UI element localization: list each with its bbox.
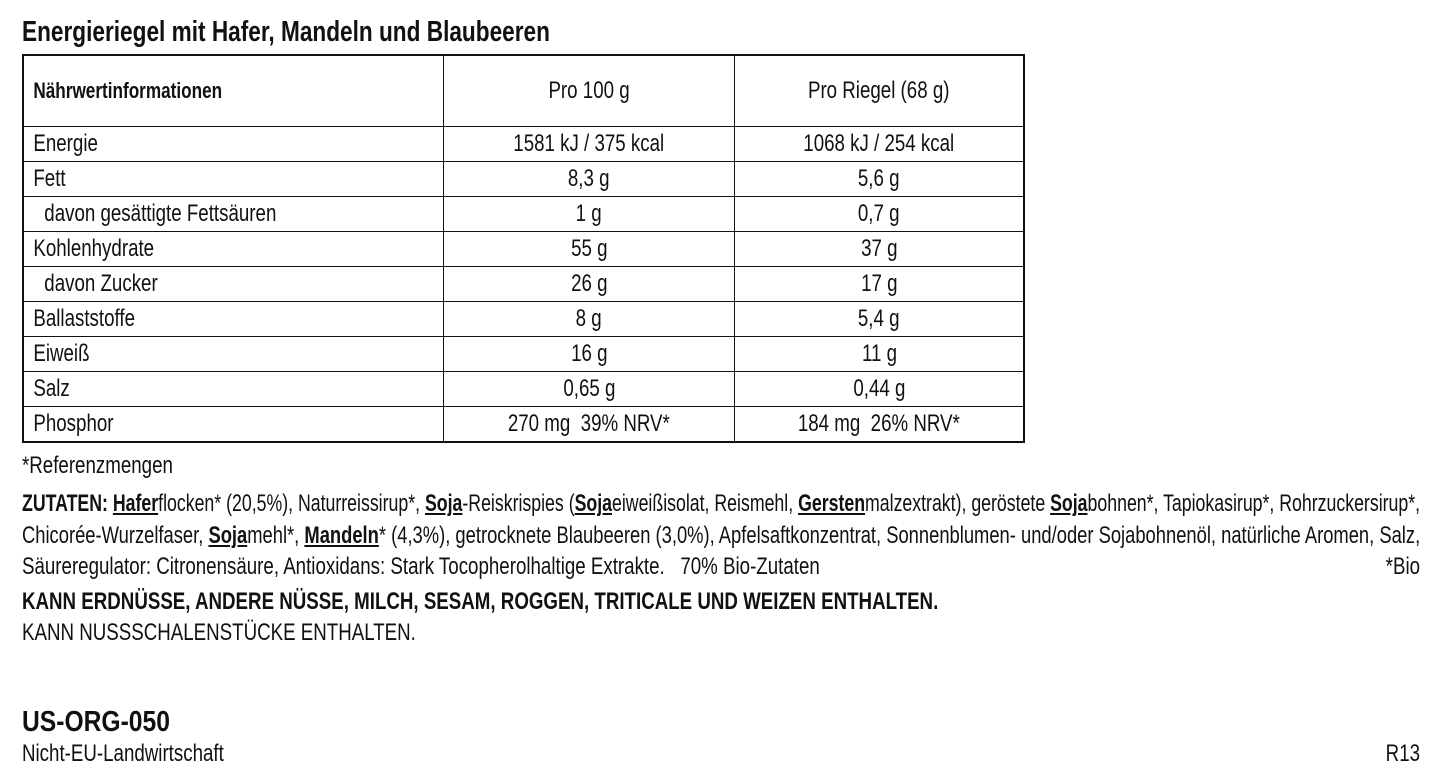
allergen-word: Gersten xyxy=(798,490,866,517)
table-row xyxy=(23,407,1024,443)
nutrient-label-cell xyxy=(23,372,444,407)
per-100g-value: 270 mg 39% NRV* xyxy=(508,410,670,437)
per-100g-value: 8,3 g xyxy=(568,165,610,192)
footnote: *Referenzmengen xyxy=(22,452,173,479)
nutshell-warning: KANN NUSSSCHALENSTÜCKE ENTHALTEN. xyxy=(22,619,416,646)
nutrient-label-cell xyxy=(23,407,444,443)
table-row xyxy=(23,372,1024,407)
nutrient-label-cell xyxy=(23,197,444,232)
allergen-word: Soja xyxy=(574,490,613,517)
nutrient-label-cell xyxy=(23,302,444,337)
per-bar-value: 17 g xyxy=(860,270,898,297)
per-100g-value: 0,65 g xyxy=(562,375,616,402)
reference-code: R13 xyxy=(1385,740,1420,767)
per-bar-value: 11 g xyxy=(861,340,897,367)
table-row xyxy=(23,197,1024,232)
header-cell-nutrition-info xyxy=(23,55,444,127)
ingredient-text: flocken* (20,5%), Naturreissirup*, xyxy=(158,490,425,517)
per-100g-cell xyxy=(444,267,735,302)
per-100g-value: 1581 kJ / 375 kcal xyxy=(513,130,665,157)
table-header-row xyxy=(23,55,1024,127)
per-bar-cell xyxy=(735,197,1025,232)
nutrient-label-cell xyxy=(23,127,444,162)
ingredient-text: eiweißisolat, Reismehl, xyxy=(612,490,799,517)
ingredients-line-1 xyxy=(22,490,1420,518)
product-title: Energieriegel mit Hafer, Mandeln und Blaubeeren xyxy=(22,16,550,48)
per-bar-cell xyxy=(735,372,1025,407)
allergen-word: Soja xyxy=(1050,490,1088,517)
bio-footnote: *Bio xyxy=(1385,553,1420,580)
agriculture-origin: Nicht-EU-Landwirtschaft xyxy=(22,740,224,767)
per-100g-value: 16 g xyxy=(570,340,608,367)
per-bar-value: 1068 kJ / 254 kcal xyxy=(803,130,955,157)
per-100g-cell xyxy=(444,302,735,337)
nutrient-label: Salz xyxy=(33,375,70,402)
nutrient-label-cell xyxy=(23,337,444,372)
table-row xyxy=(23,162,1024,197)
per-100g-cell xyxy=(444,197,735,232)
nutrient-label: davon Zucker xyxy=(44,270,158,297)
nutrient-label-cell xyxy=(23,162,444,197)
header-label: Nährwertinformationen xyxy=(33,78,223,103)
per-bar-cell xyxy=(735,407,1025,443)
header-cell-per-bar xyxy=(735,55,1025,127)
per-bar-value: 37 g xyxy=(860,235,898,262)
nutrient-label-cell xyxy=(23,267,444,302)
table-row xyxy=(23,337,1024,372)
per-bar-cell xyxy=(735,302,1025,337)
per-100g-cell xyxy=(444,337,735,372)
ingredient-text: bohnen*, Tapiokasirup*, Rohrzuckersirup*, xyxy=(1087,490,1421,517)
ingredient-text: malzextrakt), geröstete xyxy=(865,490,1051,517)
per-bar-value: 5,4 g xyxy=(858,305,900,332)
per-100g-cell xyxy=(444,372,735,407)
nutrient-label: Fett xyxy=(33,165,66,192)
header-cell-per-100g xyxy=(444,55,735,127)
nutrient-label: Eiweiß xyxy=(33,340,90,367)
allergen-warning: KANN ERDNÜSSE, ANDERE NÜSSE, MILCH, SESAM, ROGGEN, TRITICALE UND WEIZEN ENTHALTEN. xyxy=(22,588,939,615)
per-100g-value: 8 g xyxy=(575,305,603,332)
per-100g-value: 1 g xyxy=(575,200,603,227)
per-100g-cell xyxy=(444,232,735,267)
table-row xyxy=(23,127,1024,162)
per-bar-cell xyxy=(735,162,1025,197)
per-bar-cell xyxy=(735,337,1025,372)
per-bar-value: 0,7 g xyxy=(858,200,900,227)
nutrient-label: Ballaststoffe xyxy=(33,305,136,332)
nutrient-label-cell xyxy=(23,232,444,267)
per-100g-cell xyxy=(444,407,735,443)
ingredient-text: Chicorée-Wurzelfaser, xyxy=(22,522,209,549)
header-label: Pro Riegel (68 g) xyxy=(808,77,950,104)
per-bar-value: 184 mg 26% NRV* xyxy=(798,410,960,437)
per-bar-cell xyxy=(735,267,1025,302)
header-label: Pro 100 g xyxy=(548,77,630,104)
allergen-word: Soja xyxy=(208,522,248,549)
per-100g-cell xyxy=(444,162,735,197)
ingredients-line-2 xyxy=(22,522,1420,550)
table-row xyxy=(23,232,1024,267)
nutrient-label: davon gesättigte Fettsäuren xyxy=(44,200,277,227)
per-bar-cell xyxy=(735,127,1025,162)
ingredient-text: -Reiskrispies ( xyxy=(462,490,575,517)
organic-certification-code: US-ORG-050 xyxy=(22,706,170,738)
ingredient-text: mehl*, xyxy=(247,522,305,549)
per-bar-value: 5,6 g xyxy=(858,165,900,192)
ingredient-text: * (4,3%), getrocknete Blaubeeren (3,0%), Apfelsaftkonzentrat, Sonnenblumen- und/oder Sojabohnenöl, natürliche Aromen, Salz, xyxy=(378,522,1421,549)
per-100g-cell xyxy=(444,127,735,162)
table-row xyxy=(23,267,1024,302)
per-100g-value: 26 g xyxy=(570,270,608,297)
per-bar-cell xyxy=(735,232,1025,267)
table-row xyxy=(23,302,1024,337)
per-100g-value: 55 g xyxy=(570,235,608,262)
nutrient-label: Kohlenhydrate xyxy=(33,235,155,262)
nutrition-table-body xyxy=(23,55,1024,442)
ingredient-text: ZUTATEN: xyxy=(22,490,113,517)
allergen-word: Hafer xyxy=(112,490,159,517)
per-bar-value: 0,44 g xyxy=(852,375,906,402)
allergen-word: Soja xyxy=(424,490,463,517)
nutrient-label: Phosphor xyxy=(33,410,114,437)
allergen-word: Mandeln xyxy=(304,522,379,549)
nutrition-table xyxy=(22,54,1025,443)
nutrient-label: Energie xyxy=(33,130,98,157)
ingredients-line-3: Säureregulator: Citronensäure, Antioxidans: Stark Tocopherolhaltige Extrakte. 70% Bio-Zutaten xyxy=(22,553,820,580)
